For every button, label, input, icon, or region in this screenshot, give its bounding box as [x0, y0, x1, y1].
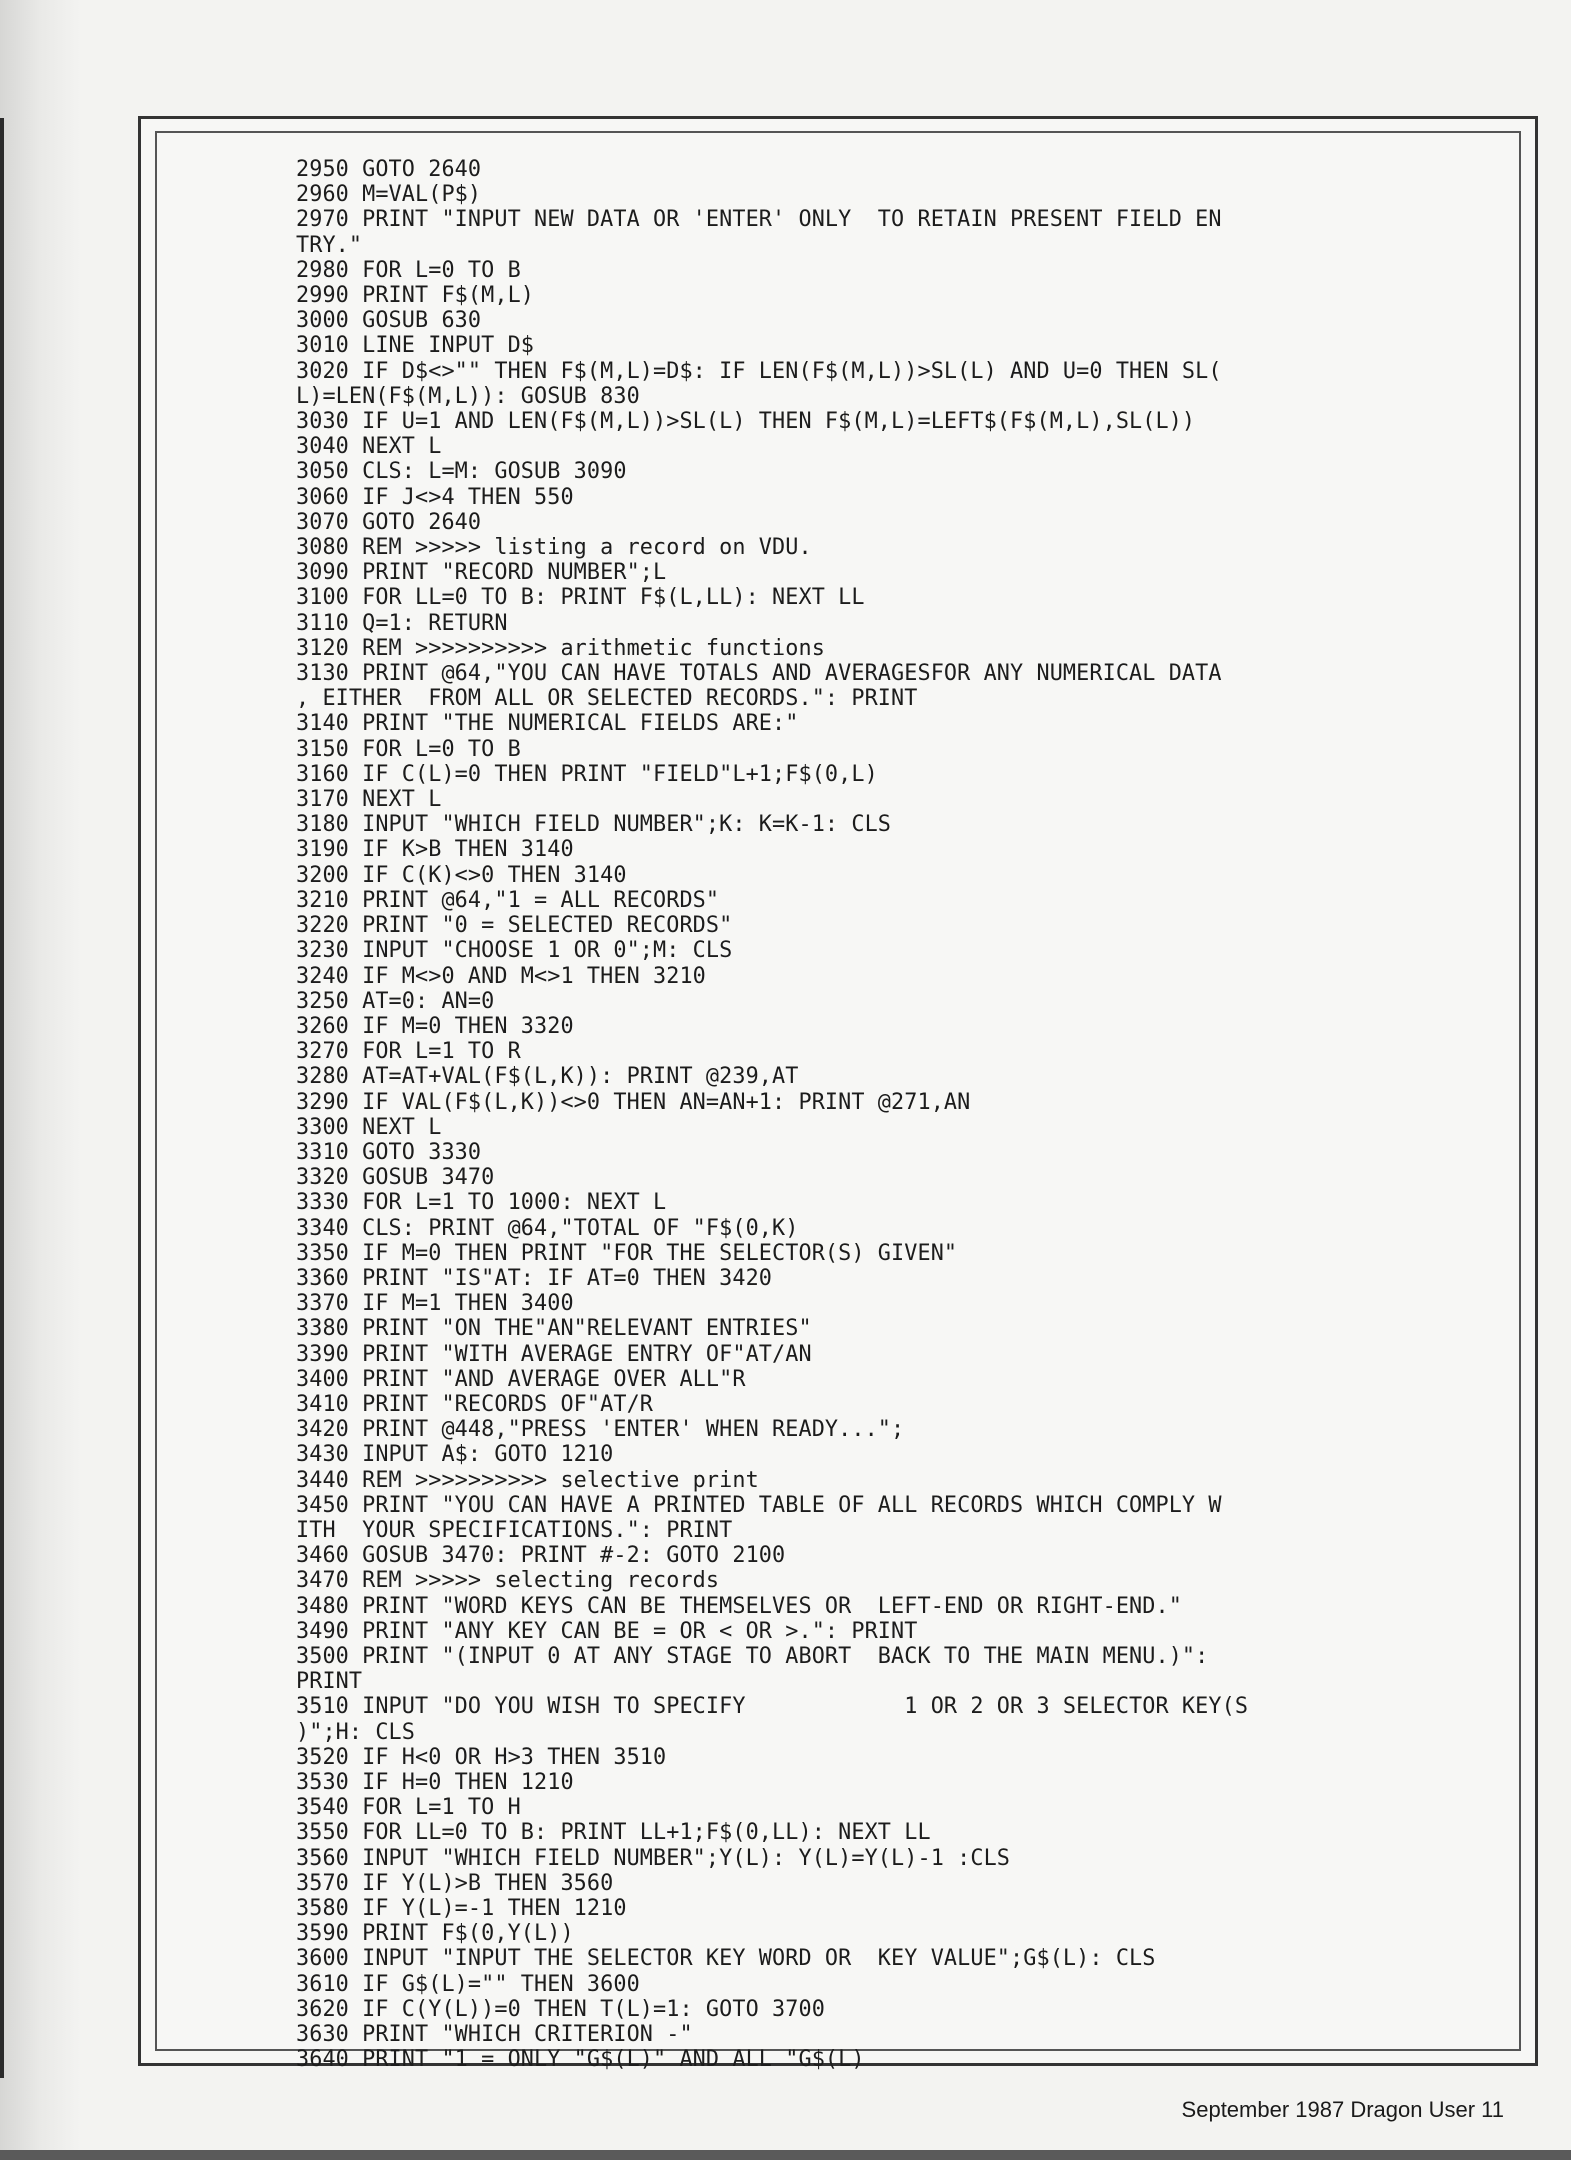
code-line: 3000 GOSUB 630 — [296, 308, 482, 334]
code-line: 3450 PRINT "YOU CAN HAVE A PRINTED TABLE OF ALL RECORDS WHICH COMPLY W — [296, 1492, 1222, 1518]
code-line: TRY." — [296, 232, 363, 258]
code-line: 3090 PRINT "RECORD NUMBER";L — [296, 560, 667, 586]
code-line: 3480 PRINT "WORD KEYS CAN BE THEMSELVES OR LEFT-END OR RIGHT-END." — [296, 1593, 1182, 1619]
code-line: 2950 GOTO 2640 — [296, 157, 482, 182]
code-line: 3220 PRINT "0 = SELECTED RECORDS" — [296, 913, 733, 939]
code-line: 3350 IF M=0 THEN PRINT "FOR THE SELECTOR(S) GIVEN" — [296, 1240, 958, 1266]
code-line: 3300 NEXT L — [296, 1114, 442, 1140]
code-line: 2970 PRINT "INPUT NEW DATA OR 'ENTER' ONLY TO RETAIN PRESENT FIELD EN — [296, 207, 1222, 233]
code-line: 3210 PRINT @64,"1 = ALL RECORDS" — [296, 887, 720, 913]
page-bottom-edge — [0, 2150, 1571, 2160]
code-line: 3630 PRINT "WHICH CRITERION -" — [296, 2022, 693, 2048]
page-footer: September 1987 Dragon User 11 — [1181, 2097, 1504, 2122]
code-line: 3490 PRINT "ANY KEY CAN BE = OR < OR >.": PRINT — [296, 1618, 918, 1644]
code-line: 3060 IF J<>4 THEN 550 — [296, 484, 574, 510]
code-line: 3290 IF VAL(F$(L,K))<>0 THEN AN=AN+1: PRINT @271,AN — [296, 1089, 971, 1115]
code-line: 3150 FOR L=0 TO B — [296, 736, 521, 762]
code-line: 3500 PRINT "(INPUT 0 AT ANY STAGE TO ABORT BACK TO THE MAIN MENU.)": — [296, 1643, 1209, 1669]
code-line: 3620 IF C(Y(L))=0 THEN T(L)=1: GOTO 3700 — [296, 1996, 825, 2022]
code-line: 3040 NEXT L — [296, 434, 442, 460]
code-line: 3610 IF G$(L)="" THEN 3600 — [296, 1971, 640, 1997]
code-line: 3360 PRINT "IS"AT: IF AT=0 THEN 3420 — [296, 1265, 773, 1291]
code-line: 3410 PRINT "RECORDS OF"AT/R — [296, 1391, 654, 1417]
code-line: 3380 PRINT "ON THE"AN"RELEVANT ENTRIES" — [296, 1316, 812, 1342]
code-line: , EITHER FROM ALL OR SELECTED RECORDS.": PRINT — [296, 686, 918, 712]
code-line: 3100 FOR LL=0 TO B: PRINT F$(L,LL): NEXT LL — [296, 585, 865, 611]
code-line: 3130 PRINT @64,"YOU CAN HAVE TOTALS AND AVERAGESFOR ANY NUMERICAL DATA — [296, 661, 1222, 687]
program-listing — [296, 157, 1476, 2073]
code-line: 3050 CLS: L=M: GOSUB 3090 — [296, 459, 627, 485]
code-line: PRINT — [296, 1669, 363, 1695]
page-gutter — [0, 0, 80, 2160]
code-line: 3460 GOSUB 3470: PRINT #-2: GOTO 2100 — [296, 1543, 786, 1569]
code-line: 3140 PRINT "THE NUMERICAL FIELDS ARE:" — [296, 711, 799, 737]
code-line: 3320 GOSUB 3470 — [296, 1165, 495, 1191]
code-line: 3390 PRINT "WITH AVERAGE ENTRY OF"AT/AN — [296, 1341, 812, 1367]
code-line: 3260 IF M=0 THEN 3320 — [296, 1013, 574, 1039]
code-line: 3640 PRINT "1 = ONLY "G$(L)" AND ALL "G$(L) — [296, 2047, 865, 2073]
code-line: 3070 GOTO 2640 — [296, 509, 482, 535]
code-line: 2960 M=VAL(P$) — [296, 182, 482, 208]
code-line: 3190 IF K>B THEN 3140 — [296, 837, 574, 863]
code-line: 3310 GOTO 3330 — [296, 1139, 482, 1165]
code-line: 3370 IF M=1 THEN 3400 — [296, 1291, 574, 1317]
code-line: 3120 REM >>>>>>>>>> arithmetic functions — [296, 635, 825, 661]
code-line: 3160 IF C(L)=0 THEN PRINT "FIELD"L+1;F$(0,L) — [296, 761, 878, 787]
code-line: 3440 REM >>>>>>>>>> selective print — [296, 1467, 759, 1493]
code-line: 3280 AT=AT+VAL(F$(L,K)): PRINT @239,AT — [296, 1064, 799, 1090]
code-line: 3180 INPUT "WHICH FIELD NUMBER";K: K=K-1: CLS — [296, 812, 892, 838]
code-line: 3330 FOR L=1 TO 1000: NEXT L — [296, 1190, 667, 1216]
code-line: 3550 FOR LL=0 TO B: PRINT LL+1;F$(0,LL): NEXT LL — [296, 1820, 931, 1846]
code-line: 3110 Q=1: RETURN — [296, 610, 508, 636]
code-line: 3010 LINE INPUT D$ — [296, 333, 535, 359]
code-line: 3270 FOR L=1 TO R — [296, 1039, 521, 1065]
code-line: 3530 IF H=0 THEN 1210 — [296, 1770, 574, 1795]
code-line: 3340 CLS: PRINT @64,"TOTAL OF "F$(0,K) — [296, 1215, 799, 1241]
code-line: 3580 IF Y(L)=-1 THEN 1210 — [296, 1896, 627, 1922]
code-line: 3590 PRINT F$(0,Y(L)) — [296, 1921, 574, 1947]
code-line: 3170 NEXT L — [296, 787, 442, 813]
code-line: L)=LEN(F$(M,L)): GOSUB 830 — [296, 383, 640, 409]
code-line: 3560 INPUT "WHICH FIELD NUMBER";Y(L): Y(L)=Y(L)-1 :CLS — [296, 1845, 1011, 1871]
code-line: 3510 INPUT "DO YOU WISH TO SPECIFY 1 OR 2 OR 3 SELECTOR KEY(S — [296, 1694, 1249, 1720]
code-line: 3250 AT=0: AN=0 — [296, 988, 495, 1014]
code-line: 3570 IF Y(L)>B THEN 3560 — [296, 1870, 614, 1896]
code-line: 3200 IF C(K)<>0 THEN 3140 — [296, 862, 627, 888]
code-line: )";H: CLS — [296, 1719, 416, 1745]
code-line: 3400 PRINT "AND AVERAGE OVER ALL"R — [296, 1366, 746, 1392]
code-line: 3080 REM >>>>> listing a record on VDU. — [296, 535, 812, 561]
code-line: 3420 PRINT @448,"PRESS 'ENTER' WHEN READY..."; — [296, 1417, 905, 1443]
code-line: 2990 PRINT F$(M,L) — [296, 283, 535, 309]
code-line: 3020 IF D$<>"" THEN F$(M,L)=D$: IF LEN(F$(M,L))>SL(L) AND U=0 THEN SL( — [296, 358, 1222, 384]
code-line: 2980 FOR L=0 TO B — [296, 257, 521, 283]
code-line: 3520 IF H<0 OR H>3 THEN 3510 — [296, 1744, 667, 1770]
code-line: 3240 IF M<>0 AND M<>1 THEN 3210 — [296, 963, 706, 989]
code-line: 3600 INPUT "INPUT THE SELECTOR KEY WORD OR KEY VALUE";G$(L): CLS — [296, 1946, 1156, 1972]
code-line: 3470 REM >>>>> selecting records — [296, 1568, 720, 1594]
code-line: 3030 IF U=1 AND LEN(F$(M,L))>SL(L) THEN F$(M,L)=LEFT$(F$(M,L),SL(L)) — [296, 409, 1196, 435]
code-line: 3230 INPUT "CHOOSE 1 OR 0";M: CLS — [296, 938, 733, 964]
code-line: 3430 INPUT A$: GOTO 1210 — [296, 1442, 614, 1468]
code-line: 3540 FOR L=1 TO H — [296, 1795, 521, 1821]
left-edge-rule — [0, 118, 4, 2078]
code-line: ITH YOUR SPECIFICATIONS.": PRINT — [296, 1517, 733, 1543]
